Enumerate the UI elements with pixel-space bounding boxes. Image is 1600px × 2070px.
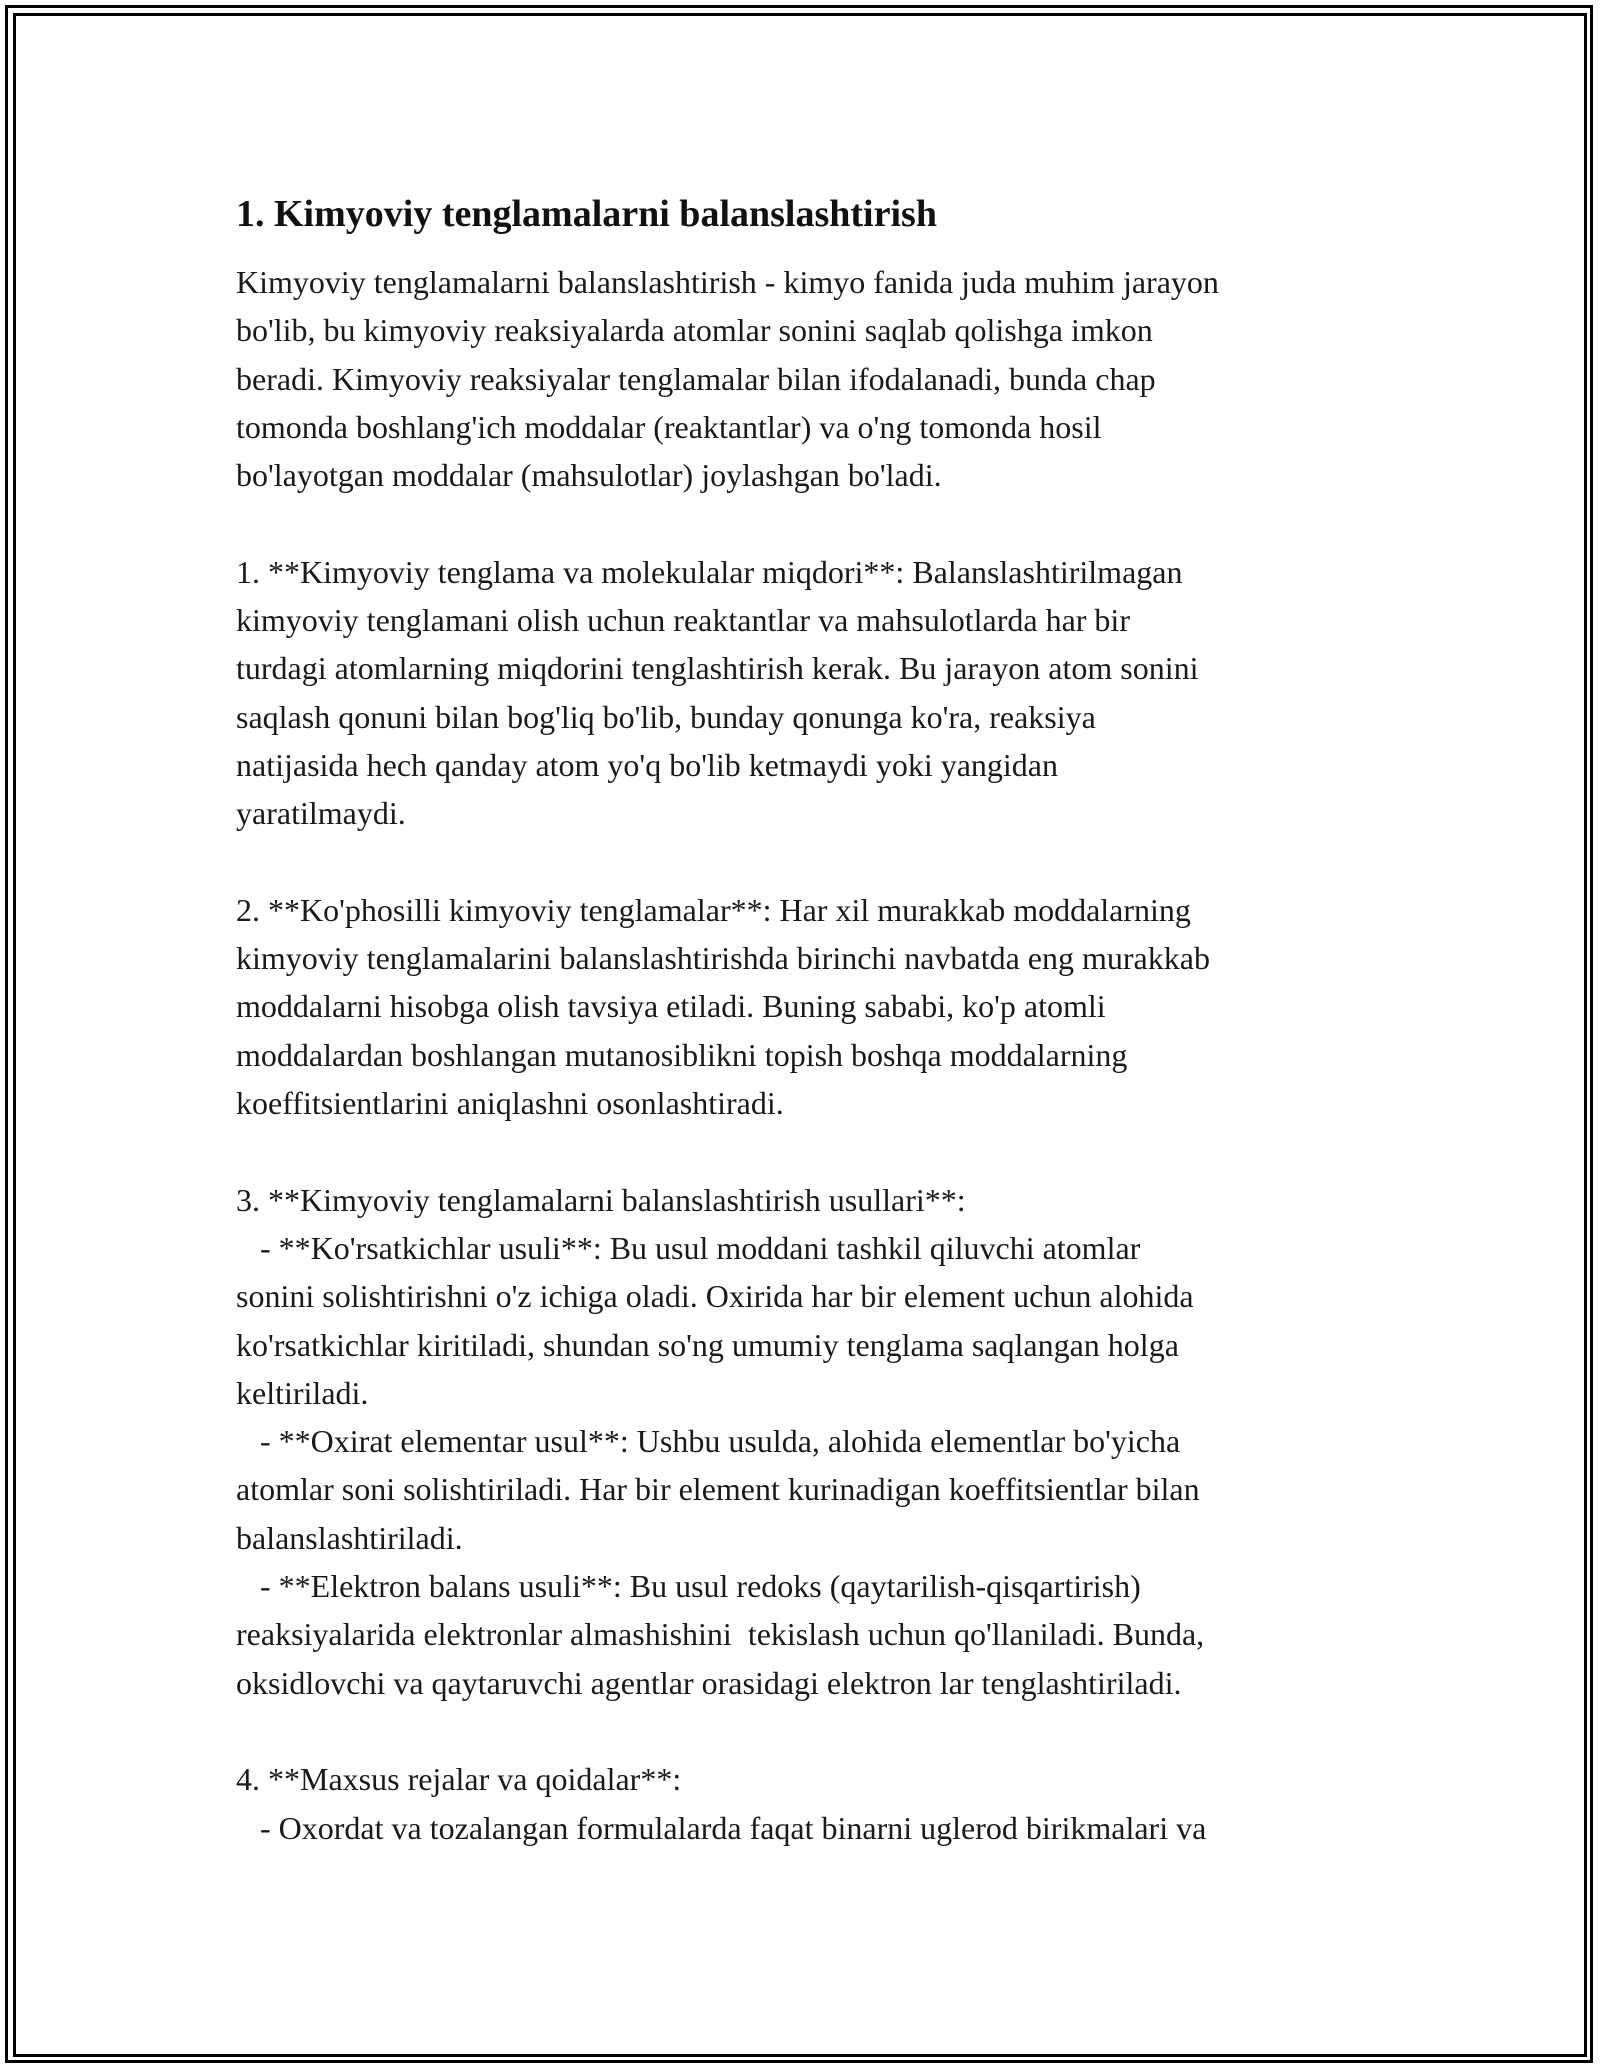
document-title: 1. Kimyoviy tenglamalarni balanslashtirish	[236, 193, 937, 235]
document-content	[236, 188, 1366, 1852]
document-body: Kimyoviy tenglamalarni balanslashtirish - kimyo fanida juda muhim jarayon bo'lib, bu kimyoviy reaksiyalarda atomlar sonini saqlab qolishga imkon beradi. Kimyoviy reaksiyalar tenglamalar bilan ifodalanadi, bunda chap tomonda boshlang'ich moddalar (reaktantlar) va o'ng tomonda hosil bo'layotgan moddalar (mahsulotlar) joylashgan bo'ladi. 1. **Kimyoviy tenglama va molekulalar miqdori**: Balanslashtirilmagan kimyoviy tenglamani olish uchun reaktantlar va mahsulotlarda har bir turdagi atomlarning miqdorini tenglashtirish kerak. Bu jarayon atom sonini saqlash qonuni bilan bog'liq bo'lib, bunday qonunga ko'ra, reaksiya natijasida hech qanday atom yo'q bo'lib ketmaydi yoki yangidan yaratilmaydi. 2. **Ko'phosilli kimyoviy tenglamalar**: Har xil murakkab moddalarning kimyoviy tenglamalarini balanslashtirishda birinchi navbatda eng murakkab moddalarni hisobga olish tavsiya etiladi. Buning sababi, ko'p atomli moddalardan boshlangan mutanosiblikni topish boshqa moddalarning koeffitsientlarini aniqlashni osonlashtiradi. 3. **Kimyoviy tenglamalarni balanslashtirish usullari**: - **Ko'rsatkichlar usuli**: Bu usul moddani tashkil qiluvchi atomlar sonini solishtirishni o'z ichiga oladi. Oxirida har bir element uchun alohida ko'rsatkichlar kiritiladi, shundan so'ng umumiy tenglama saqlangan holga keltiriladi. - **Oxirat elementar usul**: Ushbu usulda, alohida elementlar bo'yicha atomlar soni solishtiriladi. Har bir element kurinadigan koeffitsientlar bilan balanslashtiriladi. - **Elektron balans usuli**: Bu usul redoks (qaytarilish-qisqartirish) reaksiyalarida elektronlar almashishini tekislash uchun qo'llaniladi. Bunda, oksidlovchi va qaytaruvchi agentlar orasidagi elektron lar tenglashtiriladi. 4. **Maxsus rejalar va qoidalar**: - Oxordat va tozalangan formulalarda faqat binarni uglerod birikmalari va	[236, 264, 1219, 1846]
